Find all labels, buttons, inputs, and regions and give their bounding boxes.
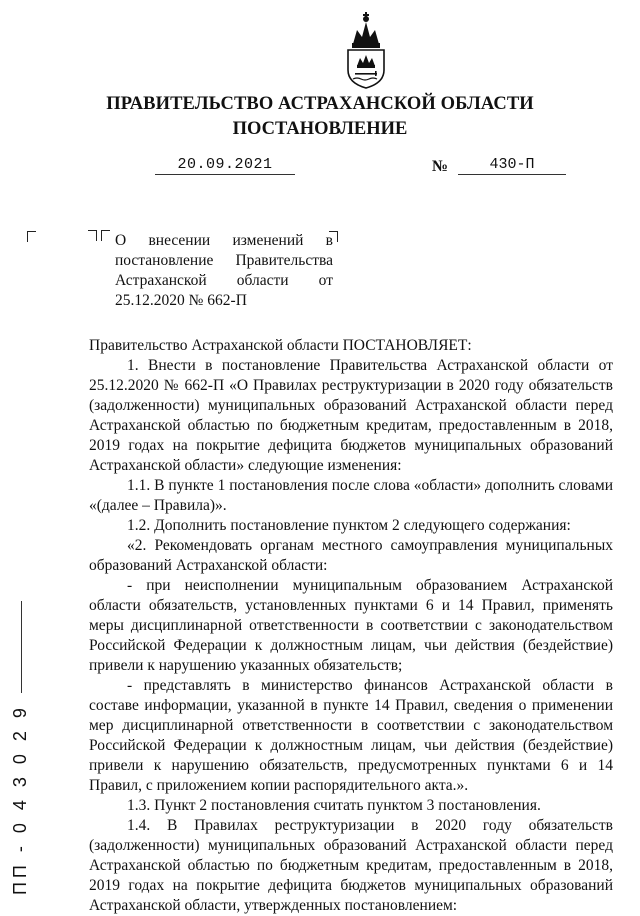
document-number: 430-П	[458, 156, 566, 175]
organization-title: ПРАВИТЕЛЬСТВО АСТРАХАНСКОЙ ОБЛАСТИ	[106, 94, 534, 114]
document-date: 20.09.2021	[155, 156, 295, 175]
document-type: ПОСТАНОВЛЕНИЕ	[232, 119, 408, 139]
number-sign: №	[432, 158, 449, 175]
document-body	[89, 336, 613, 916]
body-paragraph: 1. Внести в постановление Правительства Астраханской области от 25.12.2020 № 662-П «О Правилах реструктуризации в 2020 году обязательств (задолженности) муниципальных образований Астраханской области перед Астраханской областью по бюджетным кредитам, предоставленным в 2018, 2019 годах на покрытие дефицита бюджетов муниципальных образований Астраханской области» следующие изменения:	[89, 357, 613, 474]
corner-mark	[27, 231, 36, 242]
document-subject: О внесении изменений в постановление Правительства Астраханской области от 25.12.2020 № 662-П	[115, 232, 333, 309]
body-paragraph: 1.3. Пункт 2 постановления считать пунктом 3 постановления.	[127, 797, 541, 814]
preamble: Правительство Астраханской области ПОСТАНОВЛЯЕТ:	[89, 337, 472, 354]
margin-line	[21, 601, 22, 693]
body-paragraph: - представлять в министерство финансов Астраханской области в составе информации, указанной в пункте 14 Правил, сведения о применении мер дисциплинарной ответственности в соответствии с законодательством Российской Федерации к должностным лицам, чьи действия (бездействие) привели к нарушению обязательств, предусмотренных пунктами 6 и 14 Правил, с приложением копии распорядительного акта.».	[89, 677, 613, 794]
body-paragraph: 1.4. В Правилах реструктуризации в 2020 году обязательств (задолженности) муниципальных образований Астраханской области перед Астраханской областью по бюджетным кредитам, предоставленным в 2018, 2019 годах на покрытие дефицита бюджетов муниципальных образований Астраханской области, утвержденных постановлением:	[89, 817, 613, 914]
corner-mark	[88, 230, 97, 241]
body-paragraph: 1.2. Дополнить постановление пунктом 2 следующего содержания:	[127, 517, 571, 534]
body-paragraph: 1.1. В пункте 1 постановления после слова «области» дополнить словами «(далее – Правила)».	[89, 477, 613, 514]
body-paragraph: «2. Рекомендовать органам местного самоуправления муниципальных образований Астраханской области:	[89, 537, 613, 574]
form-serial-code: ПП - 0 4 3 0 2 9	[10, 704, 30, 895]
corner-mark	[101, 230, 110, 241]
coat-of-arms-astrakhan-icon	[343, 10, 389, 90]
body-paragraph: - при неисполнении муниципальным образованием Астраханской области обязательств, установленных пунктами 6 и 14 Правил, применять меры дисциплинарной ответственности в соответствии с законодательством Российской Федерации к должностным лицам, чьи действия (бездействие) привели к нарушению указанных обязательств;	[89, 577, 613, 674]
